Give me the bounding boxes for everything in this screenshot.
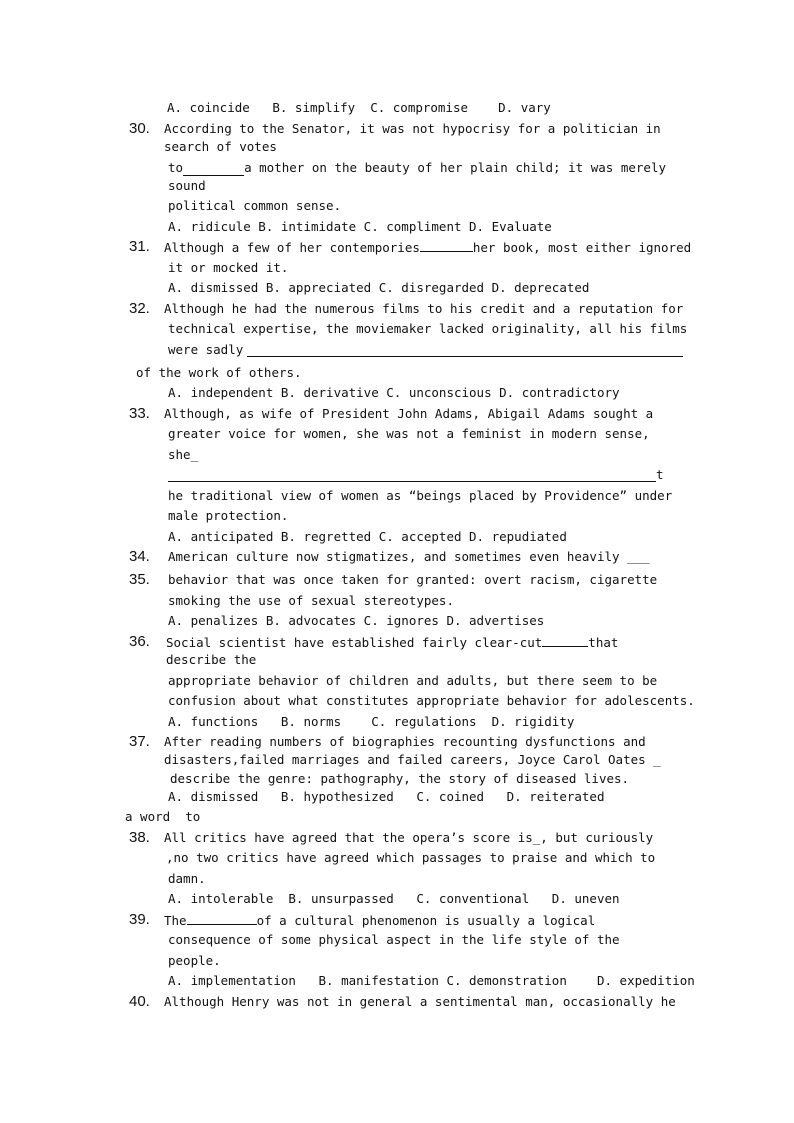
q36-options: A. functions B. norms C. regulations D. rigidity: [168, 714, 575, 729]
q37-options: A. dismissed B. hypothesized C. coined D. reiterated: [168, 789, 605, 804]
q35-line1: behavior that was once taken for granted: overt racism, cigarette: [168, 572, 658, 587]
q36-line4: confusion about what constitutes appropriate behavior for adolescents.: [168, 693, 695, 708]
q33-line1: Although, as wife of President John Adams, Abigail Adams sought a: [164, 406, 654, 421]
q31-line1: Although a few of her contempories her book, most either ignored: [164, 240, 692, 255]
q32-number: 32.: [129, 300, 150, 317]
q29-options: A. coincide B. simplify C. compromise D. vary: [167, 100, 551, 115]
q35-options: A. penalizes B. advocates C. ignores D. advertises: [168, 613, 545, 628]
q34-number: 34.: [129, 548, 150, 565]
q36-line2: describe the: [166, 652, 257, 667]
q37-line3: describe the genre: pathography, the story of diseased lives.: [170, 771, 630, 786]
q30-blank: [183, 163, 244, 176]
q36-line1: Social scientist have established fairly clear-cut that: [166, 635, 619, 650]
q32-line1: Although he had the numerous films to his credit and a reputation for: [164, 301, 684, 316]
q32-line3: were sadly: [168, 342, 244, 357]
q38-line3: damn.: [168, 871, 206, 886]
q40-line1: Although Henry was not in general a sentimental man, occasionally he: [164, 994, 676, 1009]
q39-options: A. implementation B. manifestation C. demonstration D. expedition: [168, 973, 695, 988]
q33-line4-end: t: [656, 467, 664, 482]
q38-line2: ,no two critics have agreed which passages to praise and which to: [166, 850, 656, 865]
q30-line3: to a mother on the beauty of her plain child; it was merely: [168, 160, 666, 175]
q36-blank: [542, 634, 588, 647]
q39-line3: people.: [168, 953, 221, 968]
q39-blank: [187, 912, 257, 925]
q30-options: A. ridicule B. intimidate C. compliment D. Evaluate: [168, 219, 552, 234]
q39-number: 39.: [129, 911, 150, 928]
q31-options: A. dismissed B. appreciated C. disregarded D. deprecated: [168, 280, 590, 295]
q30-line5: political common sense.: [168, 198, 342, 213]
q33-line3: she_: [168, 447, 199, 462]
q30-line1: According to the Senator, it was not hypocrisy for a politician in: [164, 121, 661, 136]
q33-blank-line: [168, 481, 656, 482]
q35-line2: smoking the use of sexual stereotypes.: [168, 593, 454, 608]
q37-line4: a word to: [125, 809, 201, 824]
q39-line2: consequence of some physical aspect in the life style of the: [168, 932, 620, 947]
q33-line2: greater voice for women, she was not a feminist in modern sense,: [168, 426, 650, 441]
q32-line2: technical expertise, the moviemaker lacked originality, all his films: [168, 321, 688, 336]
q36-line3: appropriate behavior of children and adults, but there seem to be: [168, 673, 658, 688]
q31-number: 31.: [129, 238, 150, 255]
q32-options: A. independent B. derivative C. unconscious D. contradictory: [168, 385, 620, 400]
q30-number: 30.: [129, 120, 150, 137]
q37-number: 37.: [129, 733, 150, 750]
q31-blank: [420, 239, 473, 252]
q38-options: A. intolerable B. unsurpassed C. conventional D. uneven: [168, 891, 620, 906]
q30-line4: sound: [168, 178, 206, 193]
q33-options: A. anticipated B. regretted C. accepted D. repudiated: [168, 529, 567, 544]
q32-blank-line: [247, 356, 683, 357]
q40-number: 40.: [129, 993, 150, 1010]
q33-number: 33.: [129, 405, 150, 422]
q38-line1: All critics have agreed that the opera’s score is_, but curiously: [164, 830, 654, 845]
q31-line2: it or mocked it.: [168, 260, 289, 275]
q37-line2: disasters,failed marriages and failed careers, Joyce Carol Oates _: [164, 752, 661, 767]
q36-number: 36.: [129, 633, 150, 650]
q35-number: 35.: [129, 571, 150, 588]
q33-line5: he traditional view of women as “beings placed by Providence” under: [168, 488, 673, 503]
q34-line1: American culture now stigmatizes, and sometimes even heavily ___: [168, 549, 650, 564]
q30-line2: search of votes: [164, 139, 277, 154]
q37-line1: After reading numbers of biographies recounting dysfunctions and: [164, 734, 646, 749]
q39-line1: The of a cultural phenomenon is usually a logical: [164, 913, 596, 928]
q33-line6: male protection.: [168, 508, 289, 523]
q32-line4: of the work of others.: [136, 365, 302, 380]
q38-number: 38.: [129, 829, 150, 846]
